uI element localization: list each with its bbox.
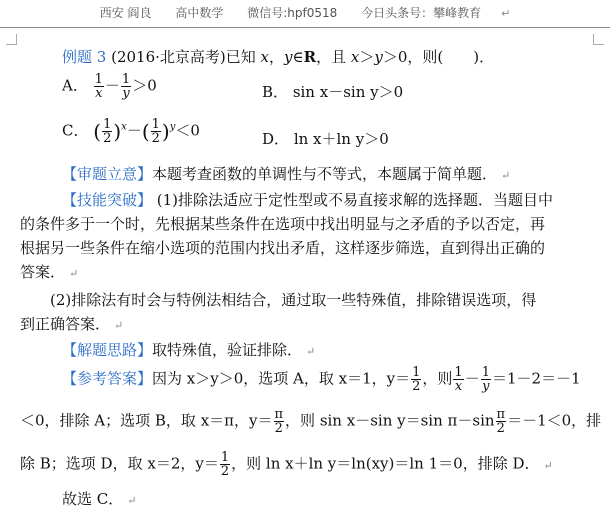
option-b-label: B．	[262, 83, 289, 101]
skill-line-2: 的条件多于一个时，先根据某些条件在选项中找出明显与之矛盾的予以否定，再	[20, 215, 546, 233]
header-rule	[0, 27, 610, 28]
answer-text: ，则 sin x－sin y＝sin π－sin	[285, 411, 495, 430]
skill-line-5: (2)排除法有时会与特例法相结合，通过取一些特殊值，排除错误选项，得	[50, 291, 537, 309]
skill-line-4	[20, 261, 595, 282]
margin-corner-icon	[6, 34, 17, 45]
problem-source: (2016·北京高考)已知	[111, 48, 256, 66]
fraction: $\frac{\pi}{2}$	[274, 407, 284, 436]
answer-text: 因为 x＞y＞0，选项 A，取 x＝1，y＝	[152, 369, 411, 388]
fraction: $\frac{1}{2}$	[220, 450, 230, 479]
fraction: $\frac{1}{y}$	[121, 72, 131, 101]
options-row-cd: C． ( $\frac{1}{2}$ )$^x$－( $\frac{1}{2}$ )$^y$＜0 D． ln x＋ln y＞0	[62, 117, 389, 148]
skill-line-1	[62, 189, 610, 210]
skill-text: 到正确答案．	[20, 315, 111, 333]
answer-label: 【参考答案】	[62, 369, 153, 388]
option-b-text: sin x－sin y＞0	[292, 83, 404, 101]
idea-text: 取特殊值，验证排除．	[152, 341, 303, 359]
answer-text: ＜0，排除 A；选项 B，取 x＝π，y＝	[20, 411, 273, 430]
answer-text: ＝－1＜0，排	[507, 411, 602, 430]
intent-label: 【审题立意】	[62, 165, 153, 183]
problem-statement: 例题 3 (2016·北京高考)已知 x，y∈R，且 x＞y＞0，则( )．	[62, 48, 495, 66]
header-toutiao: 今日头条号：攀峰教育	[361, 6, 482, 20]
return-mark-icon: ↵	[69, 267, 79, 280]
fraction: $\frac{1}{x}$	[454, 365, 463, 394]
conclusion-text: 故选 C．	[62, 490, 124, 508]
answer-text: 除 B；选项 D，取 x＝2，y＝	[20, 454, 219, 473]
fraction: $\frac{1}{2}$	[103, 117, 112, 146]
skill-text: (1)排除法适应于定性型或不易直接求解的选择题．当题目中	[152, 191, 554, 209]
return-mark-icon: ↵	[127, 494, 137, 507]
return-mark-icon: ↵	[114, 319, 124, 332]
answer-text: ，则 ln x＋ln y＝ln(xy)＝ln 1＝0，排除 D．	[231, 454, 540, 473]
return-mark-icon: ↵	[501, 7, 511, 20]
return-mark-icon: ↵	[306, 345, 316, 358]
conclusion	[62, 488, 610, 509]
fraction: $\frac{1}{2}$	[412, 365, 421, 394]
skill-text: 答案．	[20, 263, 66, 281]
header-subject: 高中数学	[175, 6, 224, 20]
option-d-label: D．	[262, 130, 290, 148]
options-row-ab: A． $\frac{1}{x}$ － $\frac{1}{y}$ ＞0 B． sin x－sin y＞0	[62, 72, 404, 101]
problem-cond: ，且	[316, 48, 347, 66]
intent-section	[62, 163, 610, 184]
intent-text: 本题考查函数的单调性与不等式，本题属于简单题．	[152, 165, 498, 183]
option-a-label: A．	[62, 76, 88, 95]
skill-line-3: 根据另一些条件在缩小选项的范围内找出矛盾，这样逐步筛选，直到得出正确的	[20, 239, 546, 257]
problem-title: 例题 3	[62, 48, 107, 66]
option-c-label: C．	[62, 121, 89, 140]
fraction: $\frac{\pi}{2}$	[496, 407, 506, 436]
return-mark-icon: ↵	[543, 458, 553, 472]
fraction: $\frac{1}{2}$	[151, 117, 160, 146]
header-location: 西安 阎良	[99, 6, 152, 20]
skill-line-6	[20, 313, 595, 334]
answer-line-3	[20, 451, 595, 478]
answer-text: ＝1－2＝－1	[491, 369, 581, 388]
fraction: $\frac{1}{y}$	[481, 365, 490, 394]
page-header	[0, 0, 610, 26]
idea-label: 【解题思路】	[62, 341, 153, 359]
answer-text: ，则	[422, 369, 453, 388]
margin-corner-icon	[593, 34, 604, 45]
fraction: $\frac{1}{x}$	[94, 72, 103, 101]
header-wechat: 微信号:hpf0518	[247, 6, 338, 20]
idea-section	[62, 339, 610, 360]
answer-line-1: 【参考答案】因为 x＞y＞0，选项 A，取 x＝1，y＝ $\frac{1}{2}$ ，则 $\frac{1}{x}$ － $\frac{1}{y}$ ＝1－2＝－1	[62, 365, 581, 394]
return-mark-icon: ↵	[501, 169, 511, 182]
option-d-text: ln x＋ln y＞0	[293, 130, 389, 148]
answer-line-2	[20, 407, 602, 436]
skill-label: 【技能突破】	[62, 191, 153, 209]
problem-ask: ，则( )．	[407, 48, 495, 66]
